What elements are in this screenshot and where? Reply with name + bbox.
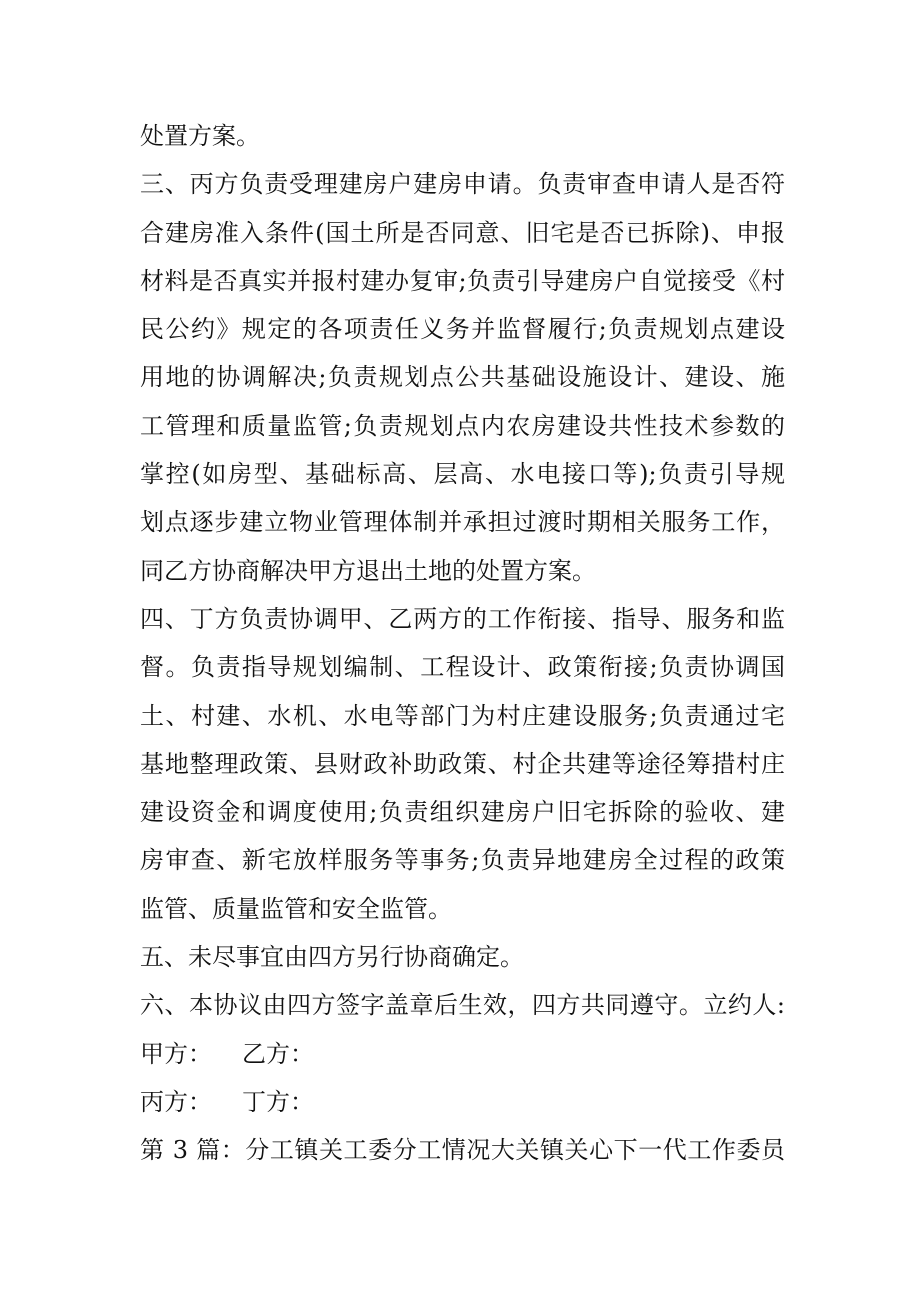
paragraph-line: 五、未尽事宜由四方另行协商确定。 [140, 943, 524, 972]
party-c-label: 丙方： [140, 1087, 212, 1116]
paragraph-line: 合建房准入条件(国土所是否同意、旧宅是否已拆除)、申报 [140, 218, 785, 247]
paragraph-line: 六、本协议由四方签字盖章后生效，四方共同遵守。立约人: [140, 991, 785, 1020]
paragraph-line: 建设资金和调度使用;负责组织建房户旧宅拆除的验收、建 [140, 798, 785, 827]
paragraph-line: 民公约》规定的各项责任义务并监督履行;负责规划点建设 [140, 315, 785, 344]
party-a-label: 甲方： [140, 1039, 212, 1068]
paragraph-line: 房审查、新宅放样服务等事务;负责异地建房全过程的政策 [140, 846, 785, 875]
next-article-heading: 第 3 篇：分工镇关工委分工情况大关镇关心下一代工作委员 [140, 1136, 785, 1165]
paragraph-line: 基地整理政策、县财政补助政策、村企共建等途径筹措村庄 [140, 749, 785, 778]
party-b-label: 乙方： [242, 1039, 314, 1068]
party-d-label: 丁方： [242, 1087, 314, 1116]
paragraph-line: 材料是否真实并报村建办复审;负责引导建房户自觉接受《村 [140, 266, 785, 295]
paragraph-line: 土、村建、水机、水电等部门为村庄建设服务;负责通过宅 [140, 701, 785, 730]
paragraph-line: 划点逐步建立物业管理体制并承担过渡时期相关服务工作， [140, 508, 785, 537]
paragraph-line: 监管、质量监管和安全监管。 [140, 894, 452, 923]
signature-row-ab [140, 1030, 785, 1078]
paragraph-line: 三、丙方负责受理建房户建房申请。负责审查申请人是否符 [140, 170, 785, 199]
paragraph-line: 督。负责指导规划编制、工程设计、政策衔接;负责协调国 [140, 653, 785, 682]
paragraph-line: 用地的协调解决;负责规划点公共基础设施设计、建设、施 [140, 363, 785, 392]
paragraph-line: 处置方案。 [140, 122, 260, 150]
document-page [140, 112, 785, 1175]
signature-row-cd [140, 1078, 785, 1126]
paragraph-line: 四、丁方负责协调甲、乙两方的工作衔接、指导、服务和监 [140, 604, 785, 633]
paragraph-line: 工管理和质量监管;负责规划点内农房建设共性技术参数的 [140, 411, 785, 440]
paragraph-line: 掌控(如房型、基础标高、层高、水电接口等);负责引导规 [140, 460, 785, 489]
paragraph-line: 同乙方协商解决甲方退出土地的处置方案。 [140, 556, 596, 585]
